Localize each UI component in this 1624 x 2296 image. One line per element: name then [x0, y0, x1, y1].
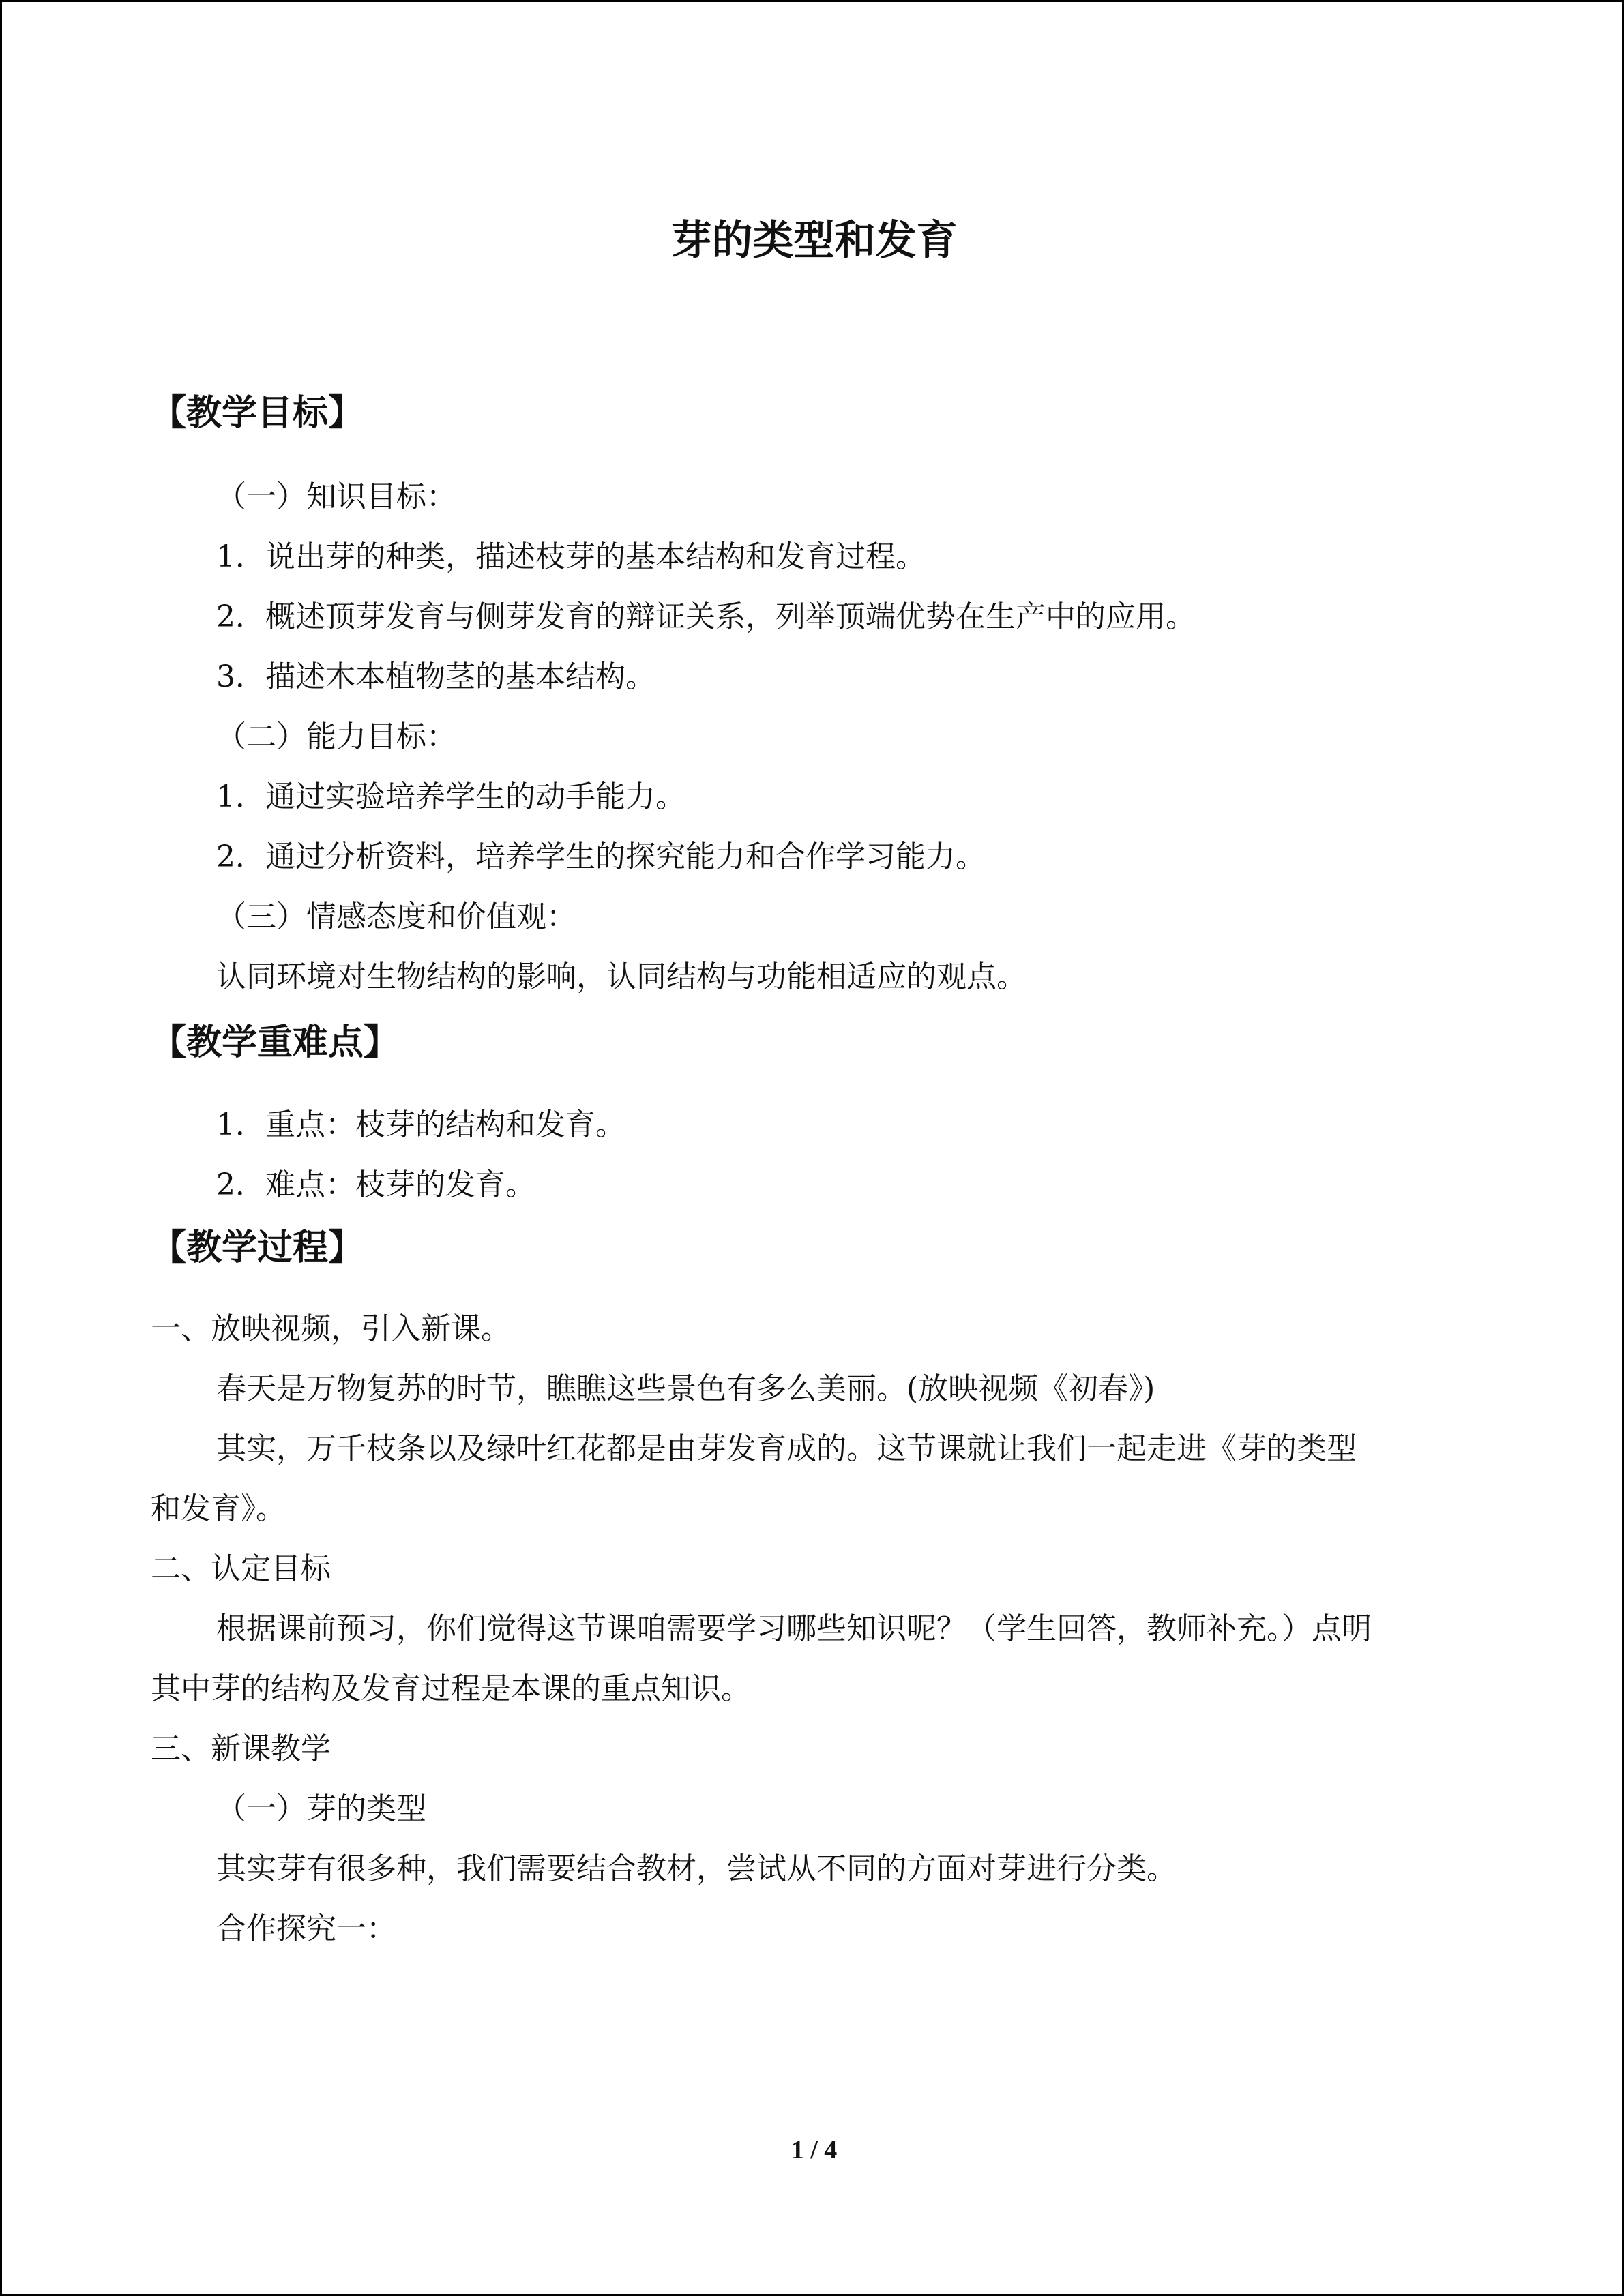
- knowledge-item-1: 1．说出芽的种类，描述枝芽的基本结构和发育过程。: [216, 539, 926, 574]
- process-step2-heading: 二、认定目标: [151, 1551, 331, 1586]
- process-step1-paragraph-1: 春天是万物复苏的时节，瞧瞧这些景色有多么美丽。(放映视频《初春》): [216, 1371, 1155, 1406]
- process-step1-heading: 一、放映视频，引入新课。: [151, 1311, 511, 1346]
- knowledge-objectives-heading: （一）知识目标：: [216, 479, 456, 514]
- section-heading-process: 【教学过程】: [151, 1227, 364, 1268]
- ability-item-2: 2．通过分析资料，培养学生的探究能力和合作学习能力。: [216, 839, 986, 874]
- process-step2-paragraph-line-2: 其中芽的结构及发育过程是本课的重点知识。: [151, 1671, 751, 1706]
- key-point-1: 1．重点：枝芽的结构和发育。: [216, 1107, 625, 1142]
- process-step3-heading: 三、新课教学: [151, 1731, 331, 1766]
- emotion-objectives-heading: （三）情感态度和价值观：: [216, 899, 576, 934]
- process-step1-paragraph-2-line-2: 和发育》。: [151, 1491, 286, 1526]
- page-number: 1 / 4: [791, 2136, 838, 2164]
- process-step1-paragraph-2-line-1: 其实，万千枝条以及绿叶红花都是由芽发育成的。这节课就让我们一起走进《芽的类型: [216, 1431, 1357, 1466]
- process-step3-paragraph-2: 合作探究一：: [216, 1911, 396, 1946]
- process-step3-paragraph-1: 其实芽有很多种，我们需要结合教材，尝试从不同的方面对芽进行分类。: [216, 1851, 1177, 1886]
- emotion-objectives-text: 认同环境对生物结构的影响，认同结构与功能相适应的观点。: [216, 959, 1027, 994]
- knowledge-item-3: 3．描述木本植物茎的基本结构。: [216, 659, 655, 694]
- section-heading-objectives: 【教学目标】: [151, 393, 364, 434]
- ability-objectives-heading: （二）能力目标：: [216, 719, 456, 754]
- document-title: 芽的类型和发育: [670, 217, 958, 265]
- knowledge-item-2: 2．概述顶芽发育与侧芽发育的辩证关系，列举顶端优势在生产中的应用。: [216, 599, 1196, 634]
- process-step3-subheading: （一）芽的类型: [216, 1791, 426, 1826]
- process-step2-paragraph-line-1: 根据课前预习，你们觉得这节课咱需要学习哪些知识呢？（学生回答，教师补充。）点明: [216, 1611, 1372, 1646]
- key-point-2: 2．难点：枝芽的发育。: [216, 1167, 535, 1202]
- ability-item-1: 1．通过实验培养学生的动手能力。: [216, 779, 685, 814]
- section-heading-key-points: 【教学重难点】: [151, 1022, 400, 1063]
